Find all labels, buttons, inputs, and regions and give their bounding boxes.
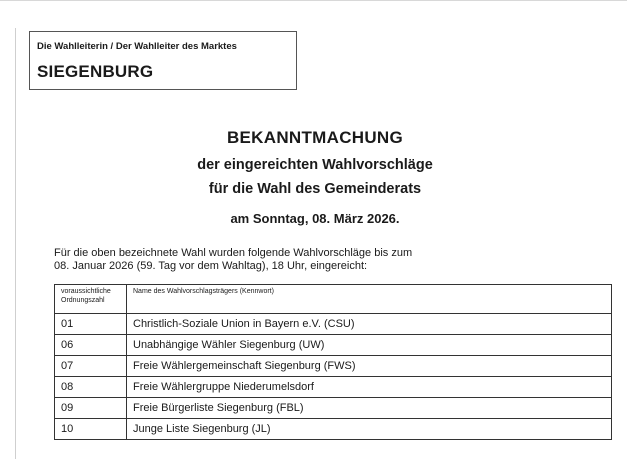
table-row xyxy=(55,335,612,356)
table-row xyxy=(55,398,612,419)
table-row xyxy=(55,356,612,377)
table-row xyxy=(55,314,612,335)
notice-subtitle-2: für die Wahl des Gemeinderats xyxy=(208,181,422,197)
intro-text xyxy=(54,247,412,273)
nominations-table xyxy=(54,284,612,440)
proposer-name-cell: Christlich-Soziale Union in Bayern e.V. (CSU) xyxy=(127,314,612,335)
order-number-cell: 08 xyxy=(55,377,127,398)
order-number-cell: 10 xyxy=(55,419,127,440)
header-proposer-name: Name des Wahlvorschlagsträgers (Kennwort) xyxy=(127,285,612,314)
intro-line-1: Für die oben bezeichnete Wahl wurden folgende Wahlvorschläge bis zum xyxy=(54,247,413,259)
table-row xyxy=(55,377,612,398)
top-divider xyxy=(0,0,627,1)
issuer-label: Die Wahlleiterin / Der Wahlleiter des Marktes xyxy=(37,41,237,52)
order-number-cell: 01 xyxy=(55,314,127,335)
issuer-box xyxy=(29,31,297,90)
proposer-name-cell: Unabhängige Wähler Siegenburg (UW) xyxy=(127,335,612,356)
header-order-number-line-1: voraussichtliche xyxy=(61,288,111,295)
header-order-number xyxy=(55,285,127,314)
header-order-number-line-2: Ordnungszahl xyxy=(61,297,105,304)
page-left-edge xyxy=(15,28,16,459)
election-date: am Sonntag, 08. März 2026. xyxy=(230,211,400,226)
notice-title: BEKANNTMACHUNG xyxy=(226,128,404,147)
proposer-name-cell: Freie Bürgerliste Siegenburg (FBL) xyxy=(127,398,612,419)
table-row xyxy=(55,419,612,440)
intro-line-2: 08. Januar 2026 (59. Tag vor dem Wahltag), 18 Uhr, eingereicht: xyxy=(54,260,368,272)
proposer-name-cell: Junge Liste Siegenburg (JL) xyxy=(127,419,612,440)
order-number-cell: 06 xyxy=(55,335,127,356)
table-header-row xyxy=(55,285,612,314)
issuer-name: SIEGENBURG xyxy=(37,62,154,81)
notice-subtitle-1: der eingereichten Wahlvorschläge xyxy=(197,157,433,173)
proposer-name-cell: Freie Wählergruppe Niederumelsdorf xyxy=(127,377,612,398)
proposer-name-cell: Freie Wählergemeinschaft Siegenburg (FWS) xyxy=(127,356,612,377)
order-number-cell: 09 xyxy=(55,398,127,419)
order-number-cell: 07 xyxy=(55,356,127,377)
